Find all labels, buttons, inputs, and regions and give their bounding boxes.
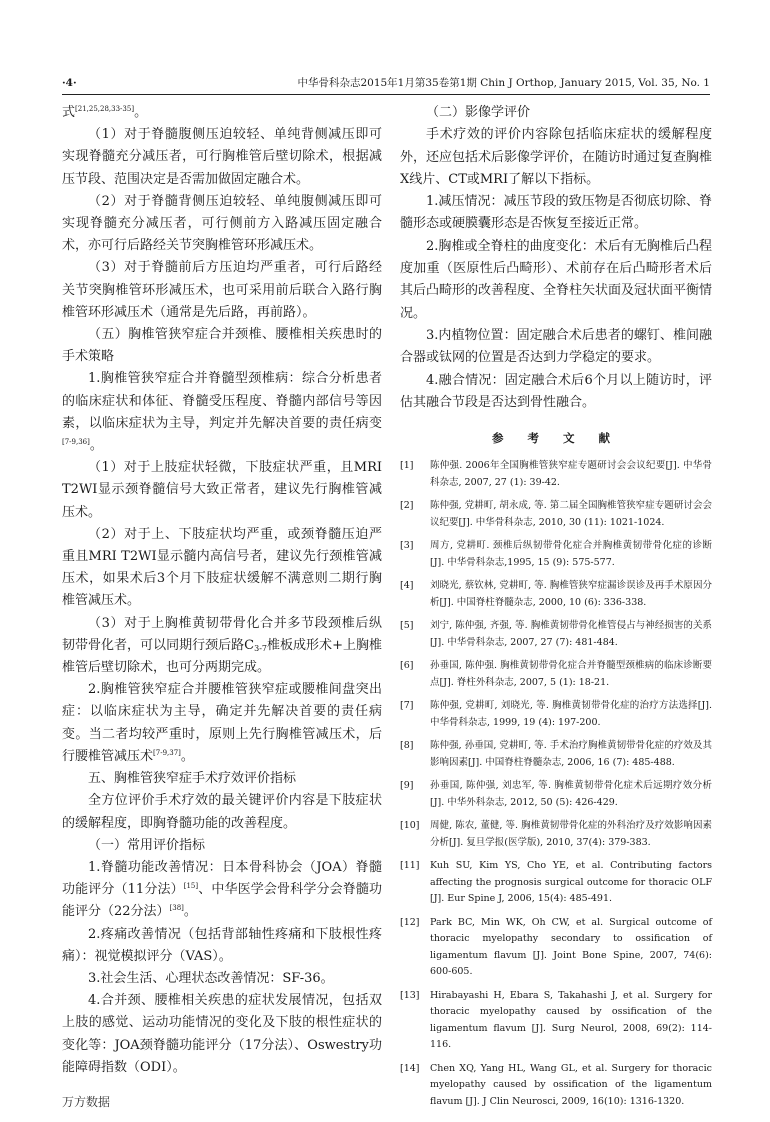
paragraph: 4.合并颈、腰椎相关疾患的症状发展情况，包括双上肢的感觉、运动功能情况的变化及下肢的根性症状的变化等：JOA颈脊髓功能评分（17分法）、Oswestry功能障碍指数（ODI）。 — [62, 993, 382, 1075]
journal-running-title: 中华骨科杂志2015年1月第35卷第1期 Chin J Orthop, January 2015, Vol. 35, No. 1 — [297, 77, 710, 89]
reference-item: [6] 孙垂国, 陈仲强. 胸椎黄韧带骨化症合并脊髓型颈椎病的临床诊断要点[J]. 脊柱外科杂志, 2007, 5 (1): 18-21. — [400, 660, 712, 688]
paragraph: 1.胸椎管狭窄症合并脊髓型颈椎病：综合分析患者的临床症状和体征、脊髓受压程度、脊髓内部信号等因素，以临床症状为主导，判定并先解决首要的责任病变[7-9,36]。 — [62, 371, 382, 454]
reference-item: [12] Park BC, Min WK, Oh CW, et al. Surgical outcome of thoracic myelopathy secondary to ossification of ligamentum flavum [J]. Joint Bone Spine, 2007, 74(6): 600-605. — [400, 916, 712, 978]
left-column — [62, 102, 382, 1079]
source-watermark: 万方数据 — [62, 1095, 111, 1109]
paragraph: （3）对于上胸椎黄韧带骨化合并多节段颈椎后纵韧带骨化者，可以同期行颈后路$C_{3-7}$椎板成形术+上胸椎椎管后壁切除术，也可分两期完成。 — [62, 615, 382, 676]
reference-item: [10] 周健, 陈农, 董健, 等. 胸椎黄韧带骨化症的外科治疗及疗效影响因素分析[J]. 复旦学报(医学版), 2010, 37(4): 379-383. — [400, 820, 712, 848]
paragraph: 手术疗效的评价内容除包括临床症状的缓解程度外，还应包括术后影像学评价，在随访时通过复查胸椎X线片、CT或MRI了解以下指标。 — [400, 127, 713, 187]
paragraph: （2）对于脊髓背侧压迫较轻、单纯腹侧减压即可实现脊髓充分减压者，可行侧前方入路减压固定融合术，亦可行后路经关节突胸椎管环形减压术。 — [62, 193, 382, 254]
paragraph: （1）对于脊髓腹侧压迫较轻、单纯背侧减压即可实现脊髓充分减压者，可行胸椎管后壁切除术，根据减压节段、范围决定是否需加做固定融合术。 — [62, 127, 382, 187]
paragraph: 3.社会生活、心理状态改善情况：SF-36。 — [88, 970, 334, 986]
paragraph: 2.疼痛改善情况（包括背部轴性疼痛和下肢根性疼痛）：视觉模拟评分（VAS）。 — [62, 926, 382, 964]
paragraph: （2）对于上、下肢症状均严重，或颈脊髓压迫严重且MRI T2WI显示髓内高信号者，建议先行颈椎管减压术，如果术后3个月下肢症状缓解不满意则二期行胸椎管减压术。 — [62, 526, 382, 609]
reference-item: [3] 周方, 党耕町. 颈椎后纵韧带骨化症合并胸椎黄韧带骨化症的诊断[J]. 中华骨科杂志,1995, 15 (9): 575-577. — [400, 540, 712, 568]
paragraph: 全方位评价手术疗效的最关键评价内容是下肢症状的缓解程度，即胸脊髓功能的改善程度。 — [62, 793, 382, 831]
paragraph: 1.减压情况：减压节段的致压物是否彻底切除、脊髓形态或硬膜囊形态是否恢复至接近正常。 — [400, 194, 712, 232]
reference-item: [2] 陈仲强, 党耕町, 胡永成, 等. 第二届全国胸椎管狭窄症专题研讨会会议纪要[J]. 中华骨科杂志, 2010, 30 (11): 1021-1024. — [400, 500, 712, 528]
paragraph: 2.胸椎或全脊柱的曲度变化：术后有无胸椎后凸程度加重（医原性后凸畸形）、术前存在后凸畸形者术后其后凸畸形的改善程度、全脊柱矢状面及冠状面平衡情况。 — [400, 238, 713, 321]
subsection-heading: （一）常用评价指标 — [88, 837, 206, 853]
paragraph: （1）对于上肢症状轻微，下肢症状严重，且MRI T2WI显示颈脊髓信号大致正常者，建议先行胸椎管减压术。 — [62, 460, 382, 520]
reference-item: [1] 陈仲强. 2006年全国胸椎管狭窄症专题研讨会会议纪要[J]. 中华骨科杂志, 2007, 27 (1): 39-42. — [400, 460, 712, 488]
page-number: ·4· — [62, 77, 77, 89]
reference-item: [14] Chen XQ, Yang HL, Wang GL, et al. Surgery for thoracic myelopathy caused by ossification of the ligamentum flavum [J]. J Clin Neurosci, 2009, 16(10): 1316-1320. — [400, 1062, 712, 1107]
paragraph: 3.内植物位置：固定融合术后患者的螺钉、椎间融合器或钛网的位置是否达到力学稳定的要求。 — [400, 327, 712, 366]
paragraph: （3）对于脊髓前后方压迫均严重者，可行后路经关节突胸椎管环形减压术，也可采用前后联合入路行胸椎管环形减压术（通常是先后路，再前路）。 — [62, 260, 382, 320]
paragraph: 4.融合情况：固定融合术后6个月以上随访时，评估其融合节段是否达到骨性融合。 — [400, 372, 712, 410]
reference-item: [11] Kuh SU, Kim YS, Cho YE, et al. Contributing factors affecting the prognosis surgical outcome for thoracic OLF [J]. Eur Spine J, 2006, 15(4): 485-491. — [400, 860, 712, 905]
reference-list — [400, 458, 712, 1110]
paragraph: 式[21,25,28,33-35]。 — [62, 105, 148, 120]
right-column — [400, 102, 712, 1117]
subsection-heading: （二）影像学评价 — [426, 105, 531, 120]
subsection-heading: （五）胸椎管狭窄症合并颈椎、腰椎相关疾患时的手术策略 — [62, 327, 382, 365]
page-header — [62, 74, 710, 92]
references-title: 参 考 文 献 — [491, 431, 620, 446]
header-rule — [62, 94, 710, 95]
paragraph: 2.胸椎管狭窄症合并腰椎管狭窄症或腰椎间盘突出症：以临床症状为主导，确定并先解决首要的责任病变。当二者均较严重时，原则上先行胸椎管减压术，后行腰椎管减压术[7-9,37]。 — [62, 682, 382, 764]
reference-item: [8] 陈仲强, 孙垂国, 党耕町, 等. 手术治疗胸椎黄韧带骨化症的疗效及其影响因素[J]. 中国脊柱脊髓杂志, 2006, 16 (7): 485-488. — [400, 740, 712, 768]
reference-item: [5] 刘宁, 陈仲强, 齐强, 等. 胸椎黄韧带骨化椎管侵占与神经损害的关系[J]. 中华骨科杂志, 2007, 27 (7): 481-484. — [400, 620, 712, 648]
reference-item: [13] Hirabayashi H, Ebara S, Takahashi J, et al. Surgery for thoracic myelopathy caused by ossification of the ligamentum flavum [J]. Surg Neurol, 2008, 69(2): 114-116. — [400, 989, 712, 1051]
reference-item: [9] 孙垂国, 陈仲强, 刘忠军, 等. 胸椎黄韧带骨化症术后远期疗效分析[J]. 中华外科杂志, 2012, 50 (5): 426-429. — [400, 780, 712, 808]
reference-item: [4] 刘晓光, 蔡钦林, 党耕町, 等. 胸椎管狭窄症漏诊误诊及再手术原因分析[J]. 中国脊柱脊髓杂志, 2000, 10 (6): 336-338. — [400, 580, 712, 608]
paragraph: 1.脊髓功能改善情况：日本骨科协会（JOA）脊髓功能评分（11分法）[15]、中华医学会骨科学分会脊髓功能评分（22分法）[38]。 — [62, 859, 382, 920]
reference-item: [7] 陈仲强, 党耕町, 刘晓光, 等. 胸椎黄韧带骨化症的治疗方法选择[J]. 中华骨科杂志, 1999, 19 (4): 197-200. — [400, 700, 712, 728]
section-heading: 五、胸椎管狭窄症手术疗效评价指标 — [88, 771, 297, 787]
